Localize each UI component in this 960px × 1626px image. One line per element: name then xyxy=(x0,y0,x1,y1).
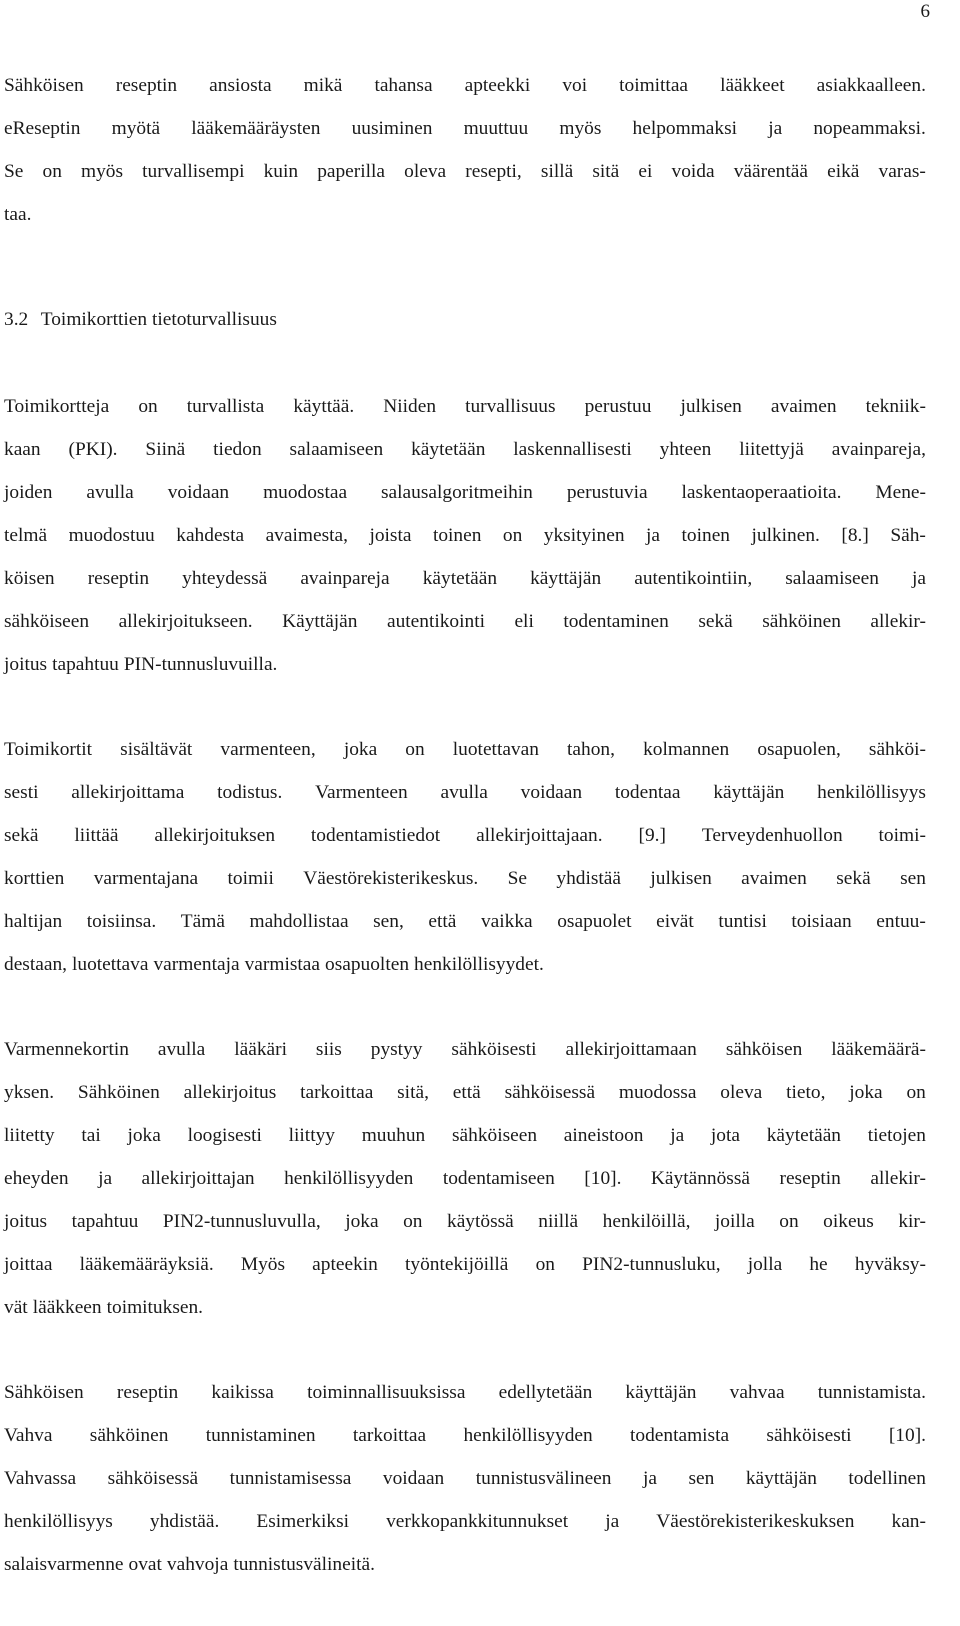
text-line: Vahvassa sähköisessä tunnistamisessa voidaan tunnistusvälineen ja sen käyttäjän todellinen xyxy=(4,1468,926,1489)
text-line: joitus tapahtuu PIN-tunnusluvuilla. xyxy=(4,654,278,675)
text-line: yksen. Sähköinen allekirjoitus tarkoittaa sitä, että sähköisessä muodossa oleva tieto, joka on xyxy=(4,1082,926,1103)
section-title: Toimikorttien tietoturvallisuus xyxy=(40,309,277,330)
paragraph xyxy=(4,1371,926,1586)
document-body xyxy=(4,64,926,1586)
paragraph-gap xyxy=(4,686,926,728)
text-line: köisen reseptin yhteydessä avainpareja käytetään käyttäjän autentikointiin, salaamiseen ja xyxy=(4,568,926,589)
text-line: sekä liittää allekirjoituksen todentamistiedot allekirjoittajaan. [9.] Terveydenhuollon toimi- xyxy=(4,825,926,846)
text-line: liitetty tai joka loogisesti liittyy muuhun sähköiseen aineistoon ja jota käytetään tietojen xyxy=(4,1125,926,1146)
text-line: Varmennekortin avulla lääkäri siis pystyy sähköisesti allekirjoittamaan sähköisen lääkemäärä- xyxy=(4,1039,926,1060)
page-number: 6 xyxy=(920,1,930,22)
text-line: Vahva sähköinen tunnistaminen tarkoittaa henkilöllisyyden todentamista sähköisesti [10]. xyxy=(4,1425,926,1446)
text-line: joittaa lääkemääräyksiä. Myös apteekin työntekijöillä on PIN2-tunnusluku, jolla he hyväksy- xyxy=(4,1254,926,1275)
text-line: salaisvarmenne ovat vahvoja tunnistusvälineitä. xyxy=(4,1554,375,1575)
text-line: henkilöllisyys yhdistää. Esimerkiksi verkkopankkitunnukset ja Väestörekisterikeskuksen kan- xyxy=(4,1511,926,1532)
paragraph xyxy=(4,64,926,236)
text-line: joiden avulla voidaan muodostaa salausalgoritmeihin perustuvia laskentaoperaatioita. Mene- xyxy=(4,482,926,503)
text-line: haltijan toisiinsa. Tämä mahdollistaa sen, että vaikka osapuolet eivät tuntisi toisiaan entuu- xyxy=(4,911,926,932)
text-line: korttien varmentajana toimii Väestörekisterikeskus. Se yhdistää julkisen avaimen sekä sen xyxy=(4,868,926,889)
section-number: 3.2 xyxy=(4,309,29,330)
text-line: Toimikortit sisältävät varmenteen, joka on luotettavan tahon, kolmannen osapuolen, sähköi- xyxy=(4,739,926,760)
text-line: vät lääkkeen toimituksen. xyxy=(4,1297,204,1318)
text-line: taa. xyxy=(4,204,32,225)
text-line: Sähköisen reseptin ansiosta mikä tahansa apteekki voi toimittaa lääkkeet asiakkaalleen. xyxy=(4,75,926,96)
text-line: sähköiseen allekirjoitukseen. Käyttäjän autentikointi eli todentaminen sekä sähköinen allekir- xyxy=(4,611,926,632)
section-heading xyxy=(4,298,926,341)
text-line: eReseptin myötä lääkemääräysten uusiminen muuttuu myös helpommaksi ja nopeammaksi. xyxy=(4,118,926,139)
paragraph xyxy=(4,728,926,986)
paragraph xyxy=(4,385,926,686)
text-line: kaan (PKI). Siinä tiedon salaamiseen käytetään laskennallisesti yhteen liitettyjä avainpareja, xyxy=(4,439,926,460)
paragraph-gap xyxy=(4,1329,926,1371)
text-line: Sähköisen reseptin kaikissa toiminnallisuuksissa edellytetään käyttäjän vahvaa tunnistamista. xyxy=(4,1382,926,1403)
paragraph xyxy=(4,1028,926,1329)
text-line: Toimikortteja on turvallista käyttää. Niiden turvallisuus perustuu julkisen avaimen tekniik- xyxy=(4,396,926,417)
text-line: sesti allekirjoittama todistus. Varmenteen avulla voidaan todentaa käyttäjän henkilöllisyys xyxy=(4,782,926,803)
text-line: destaan, luotettava varmentaja varmistaa osapuolten henkilöllisyydet. xyxy=(4,954,544,975)
paragraph-gap xyxy=(4,986,926,1028)
text-line: joitus tapahtuu PIN2-tunnusluvulla, joka on käytössä niillä henkilöillä, joilla on oikeus kir- xyxy=(4,1211,926,1232)
text-line: eheyden ja allekirjoittajan henkilöllisyyden todentamiseen [10]. Käytännössä reseptin allekir- xyxy=(4,1168,926,1189)
text-line: Se on myös turvallisempi kuin paperilla oleva resepti, sillä sitä ei voida väärentää eikä varas- xyxy=(4,161,926,182)
text-line: telmä muodostuu kahdesta avaimesta, joista toinen on yksityinen ja toinen julkinen. [8.] Säh- xyxy=(4,525,926,546)
